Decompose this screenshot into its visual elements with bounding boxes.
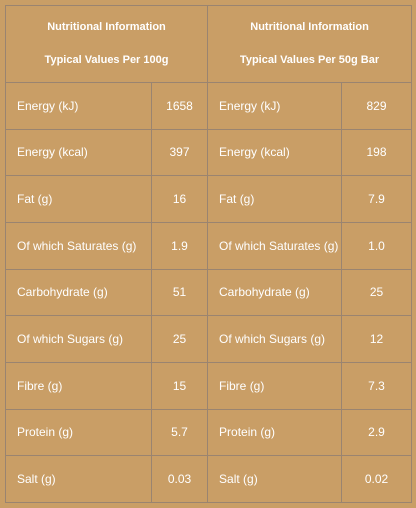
row-value-per50g: 7.9 — [342, 176, 412, 223]
table-row — [6, 362, 412, 409]
table-row — [6, 222, 412, 269]
row-label: Carbohydrate (g) — [208, 269, 342, 316]
table-row — [6, 129, 412, 176]
row-value-per100g: 25 — [152, 316, 208, 363]
row-label: Carbohydrate (g) — [6, 269, 152, 316]
row-label: Protein (g) — [208, 409, 342, 456]
row-value-per50g: 0.02 — [342, 456, 412, 503]
row-value-per50g: 1.0 — [342, 222, 412, 269]
row-value-per50g: 12 — [342, 316, 412, 363]
row-value-per100g: 1.9 — [152, 222, 208, 269]
row-value-per50g: 25 — [342, 269, 412, 316]
row-value-per100g: 1658 — [152, 83, 208, 130]
row-value-per50g: 7.3 — [342, 362, 412, 409]
header-left-title: Nutritional Information — [47, 21, 166, 33]
header-left-subtitle: Typical Values Per 100g — [44, 54, 169, 66]
row-value-per100g: 5.7 — [152, 409, 208, 456]
row-label: Energy (kJ) — [6, 83, 152, 130]
row-label: Fat (g) — [208, 176, 342, 223]
row-label: Salt (g) — [208, 456, 342, 503]
header-row — [6, 6, 412, 83]
row-label: Of which Sugars (g) — [6, 316, 152, 363]
nutrition-table — [5, 5, 412, 503]
header-right-title: Nutritional Information — [250, 21, 369, 33]
header-per-100g — [6, 6, 208, 83]
table-row — [6, 456, 412, 503]
table-row — [6, 176, 412, 223]
header-right-subtitle: Typical Values Per 50g Bar — [239, 54, 380, 66]
header-per-50g — [208, 6, 412, 83]
row-value-per50g: 829 — [342, 83, 412, 130]
row-label: Energy (kcal) — [6, 129, 152, 176]
row-value-per50g: 2.9 — [342, 409, 412, 456]
row-label: Of which Sugars (g) — [208, 316, 342, 363]
row-value-per50g: 198 — [342, 129, 412, 176]
row-label: Fibre (g) — [6, 362, 152, 409]
row-label: Of which Saturates (g) — [208, 222, 342, 269]
row-label: Fat (g) — [6, 176, 152, 223]
row-label: Energy (kcal) — [208, 129, 342, 176]
row-label: Protein (g) — [6, 409, 152, 456]
row-value-per100g: 51 — [152, 269, 208, 316]
row-label: Of which Saturates (g) — [6, 222, 152, 269]
row-label: Salt (g) — [6, 456, 152, 503]
table-row — [6, 269, 412, 316]
row-label: Fibre (g) — [208, 362, 342, 409]
row-value-per100g: 15 — [152, 362, 208, 409]
row-label: Energy (kJ) — [208, 83, 342, 130]
row-value-per100g: 0.03 — [152, 456, 208, 503]
table-row — [6, 316, 412, 363]
row-value-per100g: 16 — [152, 176, 208, 223]
table-row — [6, 409, 412, 456]
table-row — [6, 83, 412, 130]
row-value-per100g: 397 — [152, 129, 208, 176]
